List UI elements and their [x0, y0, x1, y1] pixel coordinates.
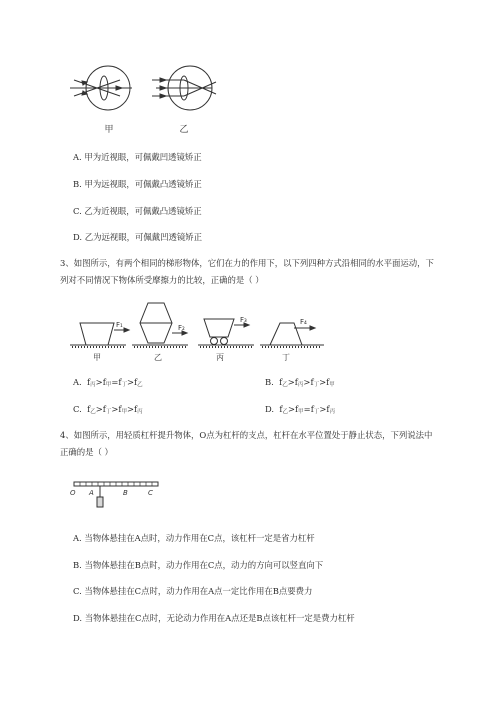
q4-option-a: A. 当物体悬挂在A点时，动力作用在C点，该杠杆一定是省力杠杆 — [73, 533, 315, 543]
eye-jia-figure — [70, 66, 132, 110]
q4-stem-line2: 正确的是（ ） — [60, 447, 113, 457]
friction-diagram — [68, 295, 358, 365]
q4-option-b: B. 当物体悬挂在B点时，动力作用在C点，动力的方向可以竖直向下 — [73, 560, 324, 570]
q2-option-b: B. 甲为远视眼，可佩戴凸透镜矫正 — [73, 179, 202, 189]
q2-option-c: C. 乙为近视眼，可佩戴凸透镜矫正 — [73, 206, 202, 216]
eye-diagram — [60, 60, 230, 140]
q3-option-c: C. f乙>f丁>f甲>f丙 — [73, 404, 143, 415]
q4-stem-line1: 4、如图所示，用轻质杠杆提升物体，O点为杠杆的支点，杠杆在水平位置处于静止状态，下列说法中 — [60, 430, 433, 440]
lever-ticks — [80, 482, 152, 486]
block-label-jia: 甲 — [93, 353, 101, 362]
q2-option-a: A. 甲为近视眼，可佩戴凹透镜矫正 — [73, 152, 202, 162]
lever-label-o: O — [70, 489, 76, 497]
q3-option-b: B. f乙>f丙>f丁>f甲 — [265, 377, 335, 388]
eye-jia-label: 甲 — [104, 125, 114, 135]
eye-yi-figure — [152, 66, 216, 110]
force-label-f2: F₂ — [178, 324, 185, 332]
lever-label-c: C — [148, 489, 153, 497]
q4-option-c: C. 当物体悬挂在C点时，动力作用在A点一定比作用在B点要费力 — [73, 586, 313, 596]
q2-option-d: D. 乙为远视眼，可佩戴凹透镜矫正 — [73, 232, 202, 242]
q3-option-d: D. f乙>f甲=f丁>f丙 — [265, 404, 335, 415]
hanging-weight — [97, 497, 103, 507]
force-label-f4: F₄ — [300, 318, 307, 326]
block-label-yi: 乙 — [154, 353, 162, 362]
block-label-bing: 丙 — [216, 353, 224, 362]
eye-yi-label: 乙 — [179, 125, 189, 135]
lever-diagram — [68, 475, 168, 515]
force-label-f3: F₃ — [240, 316, 247, 324]
q3-stem-line2: 列对不同情况下物体所受摩擦力的比较，正确的是（ ） — [60, 275, 264, 285]
force-label-f1: F₁ — [116, 321, 123, 329]
block-ding — [260, 323, 324, 347]
q3-option-a: A. f丙>f甲=f丁>f乙 — [73, 377, 143, 388]
q4-option-d: D. 当物体悬挂在C点时，无论动力作用在A点还是B点该杠杆一定是费力杠杆 — [73, 613, 355, 623]
q3-stem-line1: 3、如图所示，有两个相同的梯形物体，它们在力的作用下，以下列四种方式沿相同的水平面运动，下 — [60, 258, 434, 268]
lever-label-a: A — [89, 489, 94, 497]
lever-label-b: B — [123, 489, 128, 497]
block-label-ding: 丁 — [282, 353, 290, 362]
